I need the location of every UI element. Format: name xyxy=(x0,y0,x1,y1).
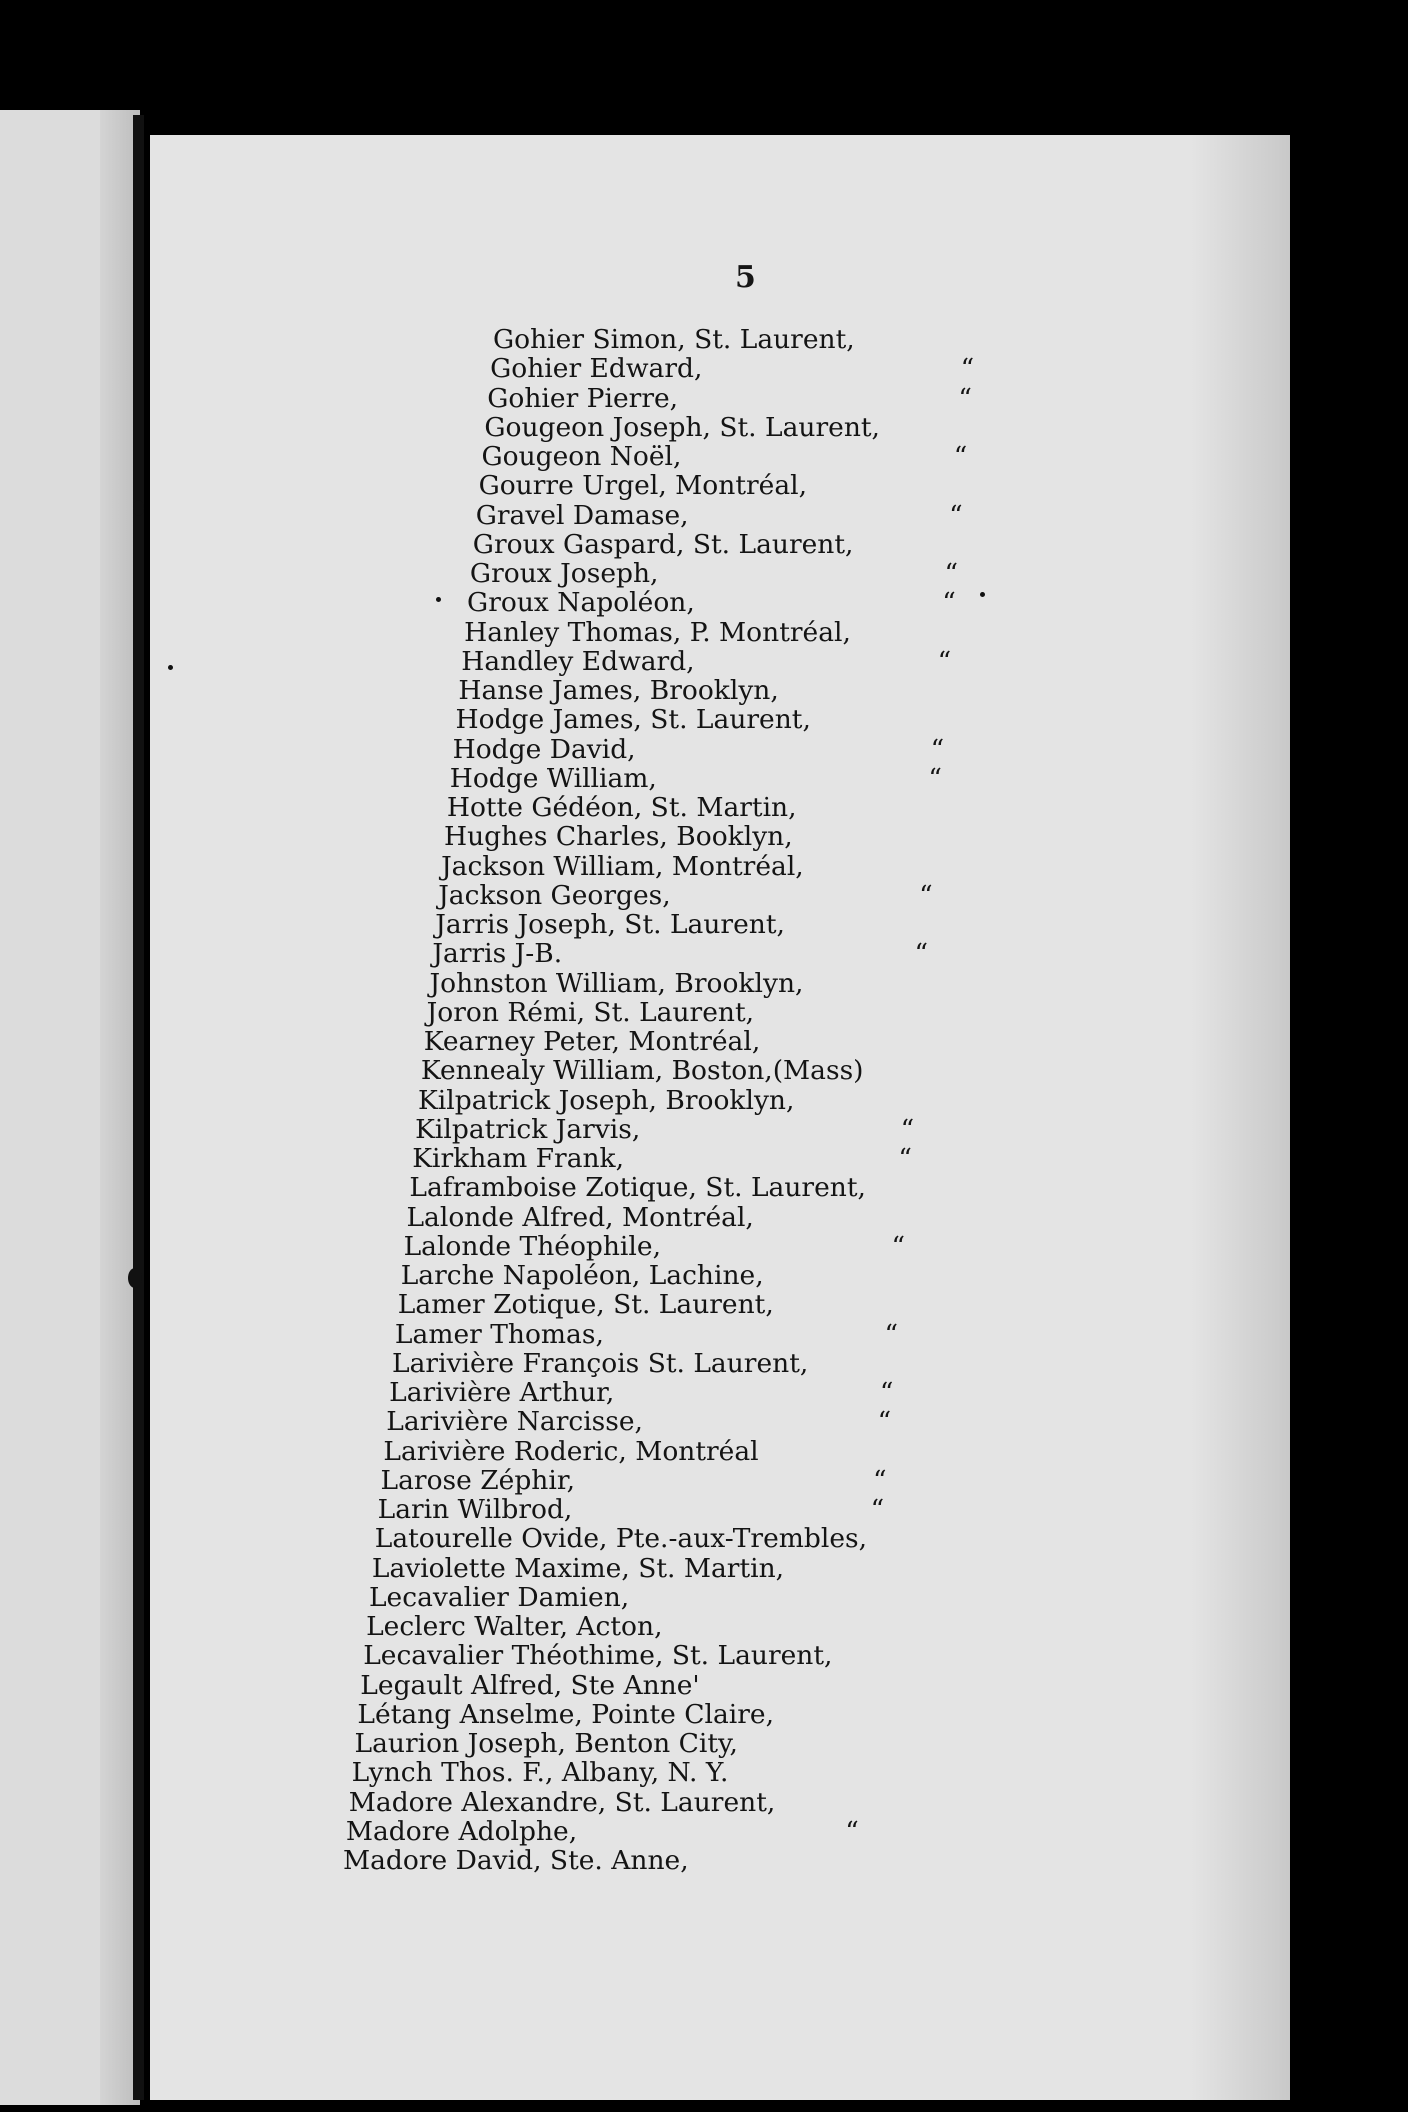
entry-text: Hughes Charles, Booklyn, xyxy=(443,821,793,853)
list-item xyxy=(441,852,804,882)
list-item xyxy=(355,1729,738,1759)
list-item xyxy=(412,1143,912,1174)
list-item xyxy=(430,969,804,999)
list-item xyxy=(479,471,807,501)
list-item xyxy=(406,1203,753,1233)
scan-speck xyxy=(168,665,173,670)
ditto-mark: “ xyxy=(900,1113,915,1145)
list-item xyxy=(392,1349,808,1379)
entry-text: Hodge James, St. Laurent, xyxy=(455,704,811,736)
ditto-mark: “ xyxy=(873,1464,887,1496)
entry-text: Larche Napoléon, Lachine, xyxy=(400,1260,764,1291)
list-item xyxy=(357,1700,774,1730)
list-item xyxy=(377,1494,885,1525)
entry-text: Madore Alexandre, St. Laurent, xyxy=(348,1786,776,1818)
list-item xyxy=(352,1758,729,1788)
list-item xyxy=(343,1846,689,1876)
entry-text: Hodge David, xyxy=(452,733,636,765)
list-item xyxy=(444,822,793,852)
list-item xyxy=(389,1377,894,1408)
entry-text: Gourre Urgel, Montréal, xyxy=(478,470,808,502)
list-item xyxy=(469,558,959,589)
entry-text: Gougeon Noël, xyxy=(481,441,682,472)
list-item xyxy=(449,762,942,794)
list-item xyxy=(490,353,975,385)
entry-text: Larivière François St. Laurent, xyxy=(392,1347,809,1379)
list-item xyxy=(369,1583,629,1613)
entry-text: Lalonde Alfred, Montréal, xyxy=(406,1201,754,1233)
binding-rule xyxy=(133,115,144,2100)
entry-text: Hanley Thomas, P. Montréal, xyxy=(464,616,851,648)
list-item xyxy=(372,1554,784,1584)
entry-text: Groux Gaspard, St. Laurent, xyxy=(472,528,854,560)
list-item xyxy=(487,382,972,414)
entry-text: Larivière Arthur, xyxy=(389,1377,615,1408)
entry-text: Lalonde Théophile, xyxy=(403,1230,661,1262)
scan-speck xyxy=(128,1268,142,1288)
entry-text: Jackson William, Montréal, xyxy=(441,850,804,882)
ditto-mark: “ xyxy=(953,441,968,472)
list-item xyxy=(438,879,933,911)
page-number: 5 xyxy=(735,260,756,295)
entry-text: Jarris J-B. xyxy=(432,938,563,970)
list-item xyxy=(403,1230,905,1262)
entry-text: Lamer Thomas, xyxy=(394,1318,604,1350)
entry-text: Hotte Gédéon, St. Martin, xyxy=(446,792,797,823)
list-item xyxy=(481,441,968,472)
left-page-edge xyxy=(0,110,140,2105)
scan-speck xyxy=(436,597,441,602)
entry-text: Groux Joseph, xyxy=(469,558,659,589)
ditto-mark: “ xyxy=(937,645,952,677)
entry-text: Hodge William, xyxy=(449,762,657,794)
entry-text: Madore David, Ste. Anne, xyxy=(343,1845,689,1876)
list-item xyxy=(467,587,956,619)
list-item xyxy=(447,793,797,823)
list-item xyxy=(421,1056,864,1086)
scan-speck xyxy=(980,592,985,597)
entry-text: Latourelle Ovide, Pte.-aux-Trembles, xyxy=(374,1523,868,1555)
list-item xyxy=(386,1406,892,1438)
entry-text: Gravel Damase, xyxy=(475,499,689,531)
entry-text: Larin Wilbrod, xyxy=(377,1494,573,1525)
list-item xyxy=(409,1173,866,1203)
list-item xyxy=(418,1086,794,1116)
list-item xyxy=(484,413,880,443)
list-item xyxy=(493,325,855,355)
entry-text: Hanse James, Brooklyn, xyxy=(458,675,779,706)
list-item xyxy=(473,530,854,560)
entry-text: Kirkham Frank, xyxy=(412,1143,625,1174)
scanned-page xyxy=(150,135,1290,2100)
list-item xyxy=(401,1261,764,1291)
entry-text: Jackson Georges, xyxy=(438,879,671,911)
list-item xyxy=(432,938,929,970)
list-item xyxy=(366,1612,662,1642)
ditto-mark: “ xyxy=(845,1815,859,1847)
ditto-mark: “ xyxy=(949,499,963,531)
ditto-mark: “ xyxy=(879,1377,894,1408)
scan-speck xyxy=(133,500,144,516)
list-item xyxy=(363,1641,832,1671)
entry-text: Leclerc Walter, Acton, xyxy=(366,1611,663,1642)
entry-text: Larivière Roderic, Montréal xyxy=(383,1435,759,1467)
entry-text: Jarris Joseph, St. Laurent, xyxy=(435,909,785,940)
list-item xyxy=(383,1437,758,1467)
ditto-mark: “ xyxy=(958,382,972,414)
list-item xyxy=(452,733,945,765)
entry-text: Lecavalier Théothime, St. Laurent, xyxy=(363,1640,833,1672)
entry-text: Laurion Joseph, Benton City, xyxy=(354,1728,738,1759)
list-item xyxy=(349,1788,776,1818)
ditto-mark: “ xyxy=(870,1494,885,1525)
entry-text: Kilpatrick Jarvis, xyxy=(415,1113,641,1145)
entry-text: Handley Edward, xyxy=(461,645,695,677)
ditto-mark: “ xyxy=(877,1406,892,1438)
entry-text: Lecavalier Damien, xyxy=(368,1581,630,1613)
ditto-mark: “ xyxy=(960,353,975,385)
entry-text: Lynch Thos. F., Albany, N. Y. xyxy=(351,1757,729,1789)
list-item xyxy=(424,1027,761,1057)
list-item xyxy=(458,676,778,706)
list-item xyxy=(461,645,952,677)
entry-text: Larivière Narcisse, xyxy=(386,1406,643,1438)
entry-text: Gohier Edward, xyxy=(490,353,703,385)
entry-text: Gohier Simon, St. Laurent, xyxy=(493,324,855,355)
list-item xyxy=(375,1524,867,1554)
list-item xyxy=(456,705,811,735)
entry-text: Joron Rémi, St. Laurent, xyxy=(426,996,755,1028)
list-item xyxy=(398,1290,774,1320)
ditto-mark: “ xyxy=(914,938,929,970)
ditto-mark: “ xyxy=(919,879,933,911)
list-item xyxy=(360,1671,699,1701)
entry-text: Gohier Pierre, xyxy=(487,382,679,414)
list-item xyxy=(464,618,851,648)
entry-text: Laframboise Zotique, St. Laurent, xyxy=(409,1172,866,1204)
entry-text: Groux Napoléon, xyxy=(467,587,695,619)
entry-text: Legault Alfred, Ste Anne' xyxy=(360,1669,700,1701)
ditto-mark: “ xyxy=(884,1318,899,1350)
ditto-mark: “ xyxy=(942,587,956,619)
entry-text: Laviolette Maxime, St. Martin, xyxy=(371,1552,785,1584)
list-item xyxy=(475,499,963,531)
ditto-mark: “ xyxy=(930,733,945,765)
ditto-mark: “ xyxy=(891,1230,905,1262)
ditto-mark: “ xyxy=(944,558,959,589)
list-item xyxy=(415,1113,915,1145)
entry-text: Kennealy William, Boston,(Mass) xyxy=(420,1055,864,1087)
entry-text: Madore Adolphe, xyxy=(345,1815,578,1847)
list-item xyxy=(345,1815,859,1847)
entry-text: Larose Zéphir, xyxy=(380,1464,576,1496)
ditto-mark: “ xyxy=(928,762,942,794)
ditto-mark: “ xyxy=(898,1143,912,1174)
entry-text: Lamer Zotique, St. Laurent, xyxy=(397,1289,774,1321)
list-item xyxy=(435,910,785,940)
entry-text: Kearney Peter, Montréal, xyxy=(423,1026,761,1057)
entry-text: Gougeon Joseph, St. Laurent, xyxy=(484,411,880,443)
entry-text: Létang Anselme, Pointe Claire, xyxy=(357,1698,775,1730)
list-item xyxy=(427,998,754,1028)
entry-text: Johnston William, Brooklyn, xyxy=(429,967,804,999)
list-item xyxy=(394,1318,899,1350)
list-item xyxy=(380,1464,887,1496)
entry-text: Kilpatrick Joseph, Brooklyn, xyxy=(418,1084,795,1116)
